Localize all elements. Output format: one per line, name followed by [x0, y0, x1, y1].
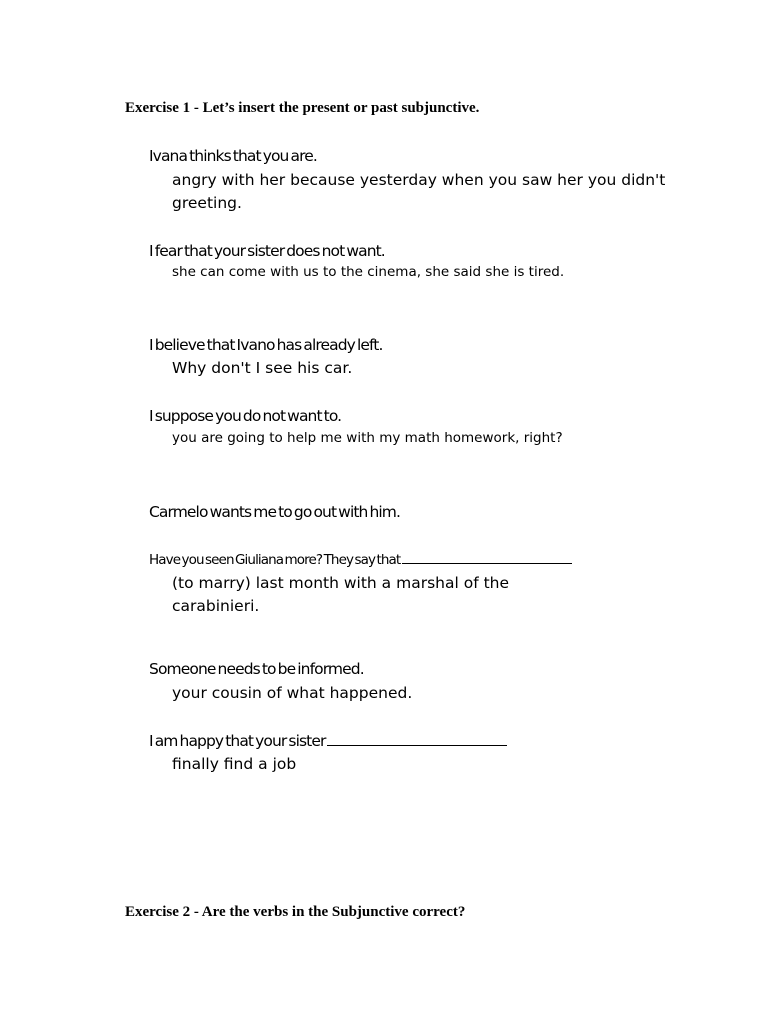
answer-blank[interactable] — [402, 549, 572, 564]
exercise-2-title: Exercise 2 - Are the verbs in the Subjunctive correct? — [125, 904, 466, 920]
item-4-cont-1: you are going to help me with my math homework, right? — [172, 430, 563, 446]
item-3-lead: I believe that Ivano has already left. — [149, 336, 383, 354]
item-6-lead-text: Have you seen Giuliana more? They say that — [149, 552, 401, 568]
item-2-lead: I fear that your sister does not want. — [149, 242, 385, 260]
item-3-cont-1: Why don't I see his car. — [172, 359, 353, 377]
item-8-cont-1: finally find a job — [172, 755, 297, 773]
item-6-lead — [149, 549, 572, 568]
item-7-lead: Someone needs to be informed. — [149, 660, 364, 678]
item-1-cont-2: greeting. — [172, 194, 242, 212]
answer-blank[interactable] — [327, 731, 507, 746]
item-1-cont-1: angry with her because yesterday when you saw her you didn't — [172, 171, 666, 189]
exercise-1-title: Exercise 1 - Let’s insert the present or past subjunctive. — [125, 100, 480, 116]
item-1-lead: Ivana thinks that you are. — [149, 147, 317, 165]
item-8-lead — [149, 731, 507, 750]
item-8-lead-text: I am happy that your sister — [149, 732, 326, 750]
item-2-cont-1: she can come with us to the cinema, she said she is tired. — [172, 264, 565, 280]
item-4-lead: I suppose you do not want to. — [149, 407, 342, 425]
item-7-cont-1: your cousin of what happened. — [172, 684, 413, 702]
item-5-lead: Carmelo wants me to go out with him. — [149, 503, 401, 521]
item-6-cont-2: carabinieri. — [172, 597, 260, 615]
item-6-cont-1: (to marry) last month with a marshal of the — [172, 574, 510, 592]
